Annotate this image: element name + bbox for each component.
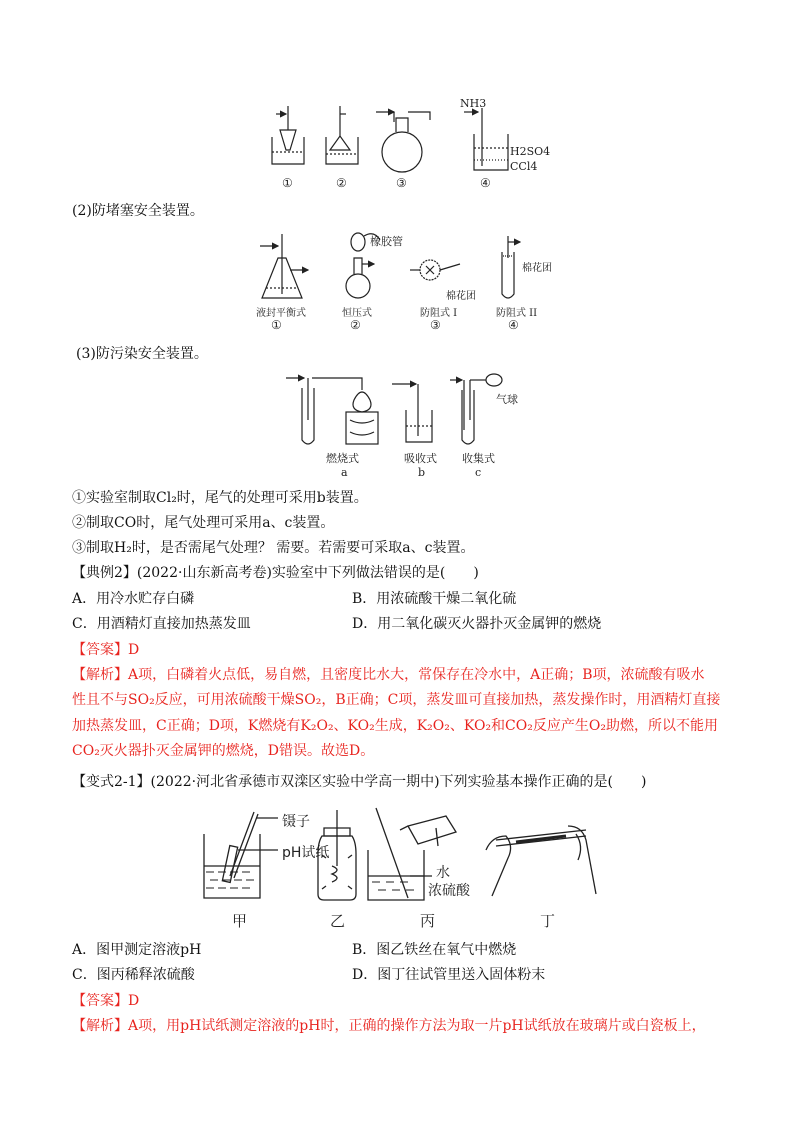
nh3-label: NH3 [460,97,487,110]
cotton-label-2: 棉花团 [522,263,552,274]
fig2-apparatus-1 [260,234,308,298]
cotton-label-1: 棉花团 [446,291,476,302]
fig3-caption-a: 燃烧式 [326,452,359,465]
q3-answer-value: D [128,993,140,1009]
fig2-label-3: ③ [430,318,441,332]
fig2-label-4: ④ [508,318,519,332]
q3-option-a: A．图甲测定溶液pH [72,942,202,958]
fig2-apparatus-4 [502,236,520,298]
fig2-caption-2: 恒压式 [342,308,372,319]
q2-analysis-line-1 [72,665,705,685]
q3-option-d: D．图丁往试管里送入固体粉末 [352,967,546,983]
q2-analysis-text-1: A项，白磷着火点低，易自燃，且密度比水大，常保存在冷水中，A正确；B项，浓硫酸有吸水 [128,667,705,683]
fig2-caption-4: 防阻式 II [496,308,538,319]
fig2-caption-1: 液封平衡式 [256,308,306,319]
q2-option-d: D．用二氧化碳灭火器扑灭金属钾的燃烧 [352,616,602,632]
fig4-caption-jia: 甲 [232,912,248,930]
fig3-apparatus-b [392,384,432,442]
note-2: ②制取CO时，尾气处理可采用a、c装置。 [72,515,335,531]
fig4-caption-bing: 丙 [420,912,436,930]
q3-option-c: C．图丙稀释浓硫酸 [72,967,195,983]
fig1-label-2: ② [336,176,347,190]
q2-analysis-tag: 【解析】 [72,667,128,683]
fig2-caption-3: 防阻式 I [420,308,458,319]
fig1-apparatus-1 [272,106,304,164]
rubber-tube-label: 橡胶管 [370,235,403,248]
q2-option-c: C．用酒精灯直接加热蒸发皿 [72,616,251,632]
fig4-jia [204,812,278,898]
fig4-ding [486,826,596,896]
fig3-caption-c: 收集式 [462,452,495,465]
q3-stem: 【变式2-1】(2022·河北省承德市双滦区实验中学高一期中)下列实验基本操作正确的是( ) [72,774,647,790]
h2so4-label: H2SO4 [510,145,551,158]
conc-acid-label: 浓硫酸 [428,883,470,899]
fig4-water-bottle [400,816,456,846]
fig1-label-4: ④ [480,176,491,190]
fig1-label-3: ③ [396,176,407,190]
ccl4-label: CCl4 [510,160,538,173]
section-3-title: (3)防污染安全装置。 [76,346,208,362]
section-2-title: (2)防堵塞安全装置。 [72,203,204,219]
q2-answer-value: D [128,642,140,658]
tweezers-label: 镊子 [282,814,310,830]
q2-option-a: A．用冷水贮存白磷 [72,591,195,607]
water-label: 水 [436,865,450,881]
q3-option-b: B．图乙铁丝在氧气中燃烧 [352,942,517,958]
balloon-label: 气球 [496,393,518,406]
figure-4-operations [196,806,616,906]
fig3-letter-b: b [418,466,426,479]
fig3-caption-b: 吸收式 [404,452,437,465]
figure-3-apparatus [282,370,512,450]
q2-analysis-line-3: 加热蒸发皿，C正确；D项，K燃烧有K₂O₂、KO₂生成，K₂O₂、KO₂和CO₂反应产生O₂助燃，所以不能用 [72,718,718,734]
q3-analysis-tag: 【解析】 [72,1018,128,1034]
q3-answer [72,991,139,1011]
q2-analysis-line-2: 性且不与SO₂反应，可用浓硫酸干燥SO₂，B正确；C项，蒸发皿可直接加热，蒸发操作时，用酒精灯直接 [72,692,721,708]
fig3-letter-c: c [475,466,482,479]
fig2-apparatus-3 [410,260,460,280]
fig3-apparatus-a [286,378,378,444]
fig2-label-2: ② [350,318,361,332]
q3-answer-tag: 【答案】 [72,993,128,1009]
q3-analysis [72,1016,706,1036]
fig4-caption-yi: 乙 [330,912,346,930]
fig1-label-1: ① [282,176,293,190]
fig1-apparatus-3 [376,112,430,172]
fig4-caption-ding: 丁 [540,912,556,930]
fig2-label-1: ① [271,318,282,332]
q2-answer [72,640,139,660]
fig1-apparatus-4 [464,108,508,170]
note-3: ③制取H₂时，是否需尾气处理？ 需要。若需要可采取a、c装置。 [72,540,475,556]
fig1-apparatus-2 [326,106,358,164]
ph-paper-label: pH试纸 [282,845,330,861]
q2-stem: 【典例2】(2022·山东新高考卷)实验室中下列做法错误的是( ) [72,565,479,581]
fig3-apparatus-c [450,374,502,444]
q2-answer-tag: 【答案】 [72,642,128,658]
note-1: ①实验室制取Cl₂时，尾气的处理可采用b装置。 [72,490,368,506]
fig3-letter-a: a [341,466,348,479]
q3-analysis-text: A项，用pH试纸测定溶液的pH时，正确的操作方法为取一片pH试纸放在玻璃片或白瓷板上， [128,1018,706,1034]
q2-analysis-line-4: CO₂灭火器扑灭金属钾的燃烧，D错误。故选D。 [72,743,375,759]
q2-option-b: B．用浓硫酸干燥二氧化硫 [352,591,517,607]
